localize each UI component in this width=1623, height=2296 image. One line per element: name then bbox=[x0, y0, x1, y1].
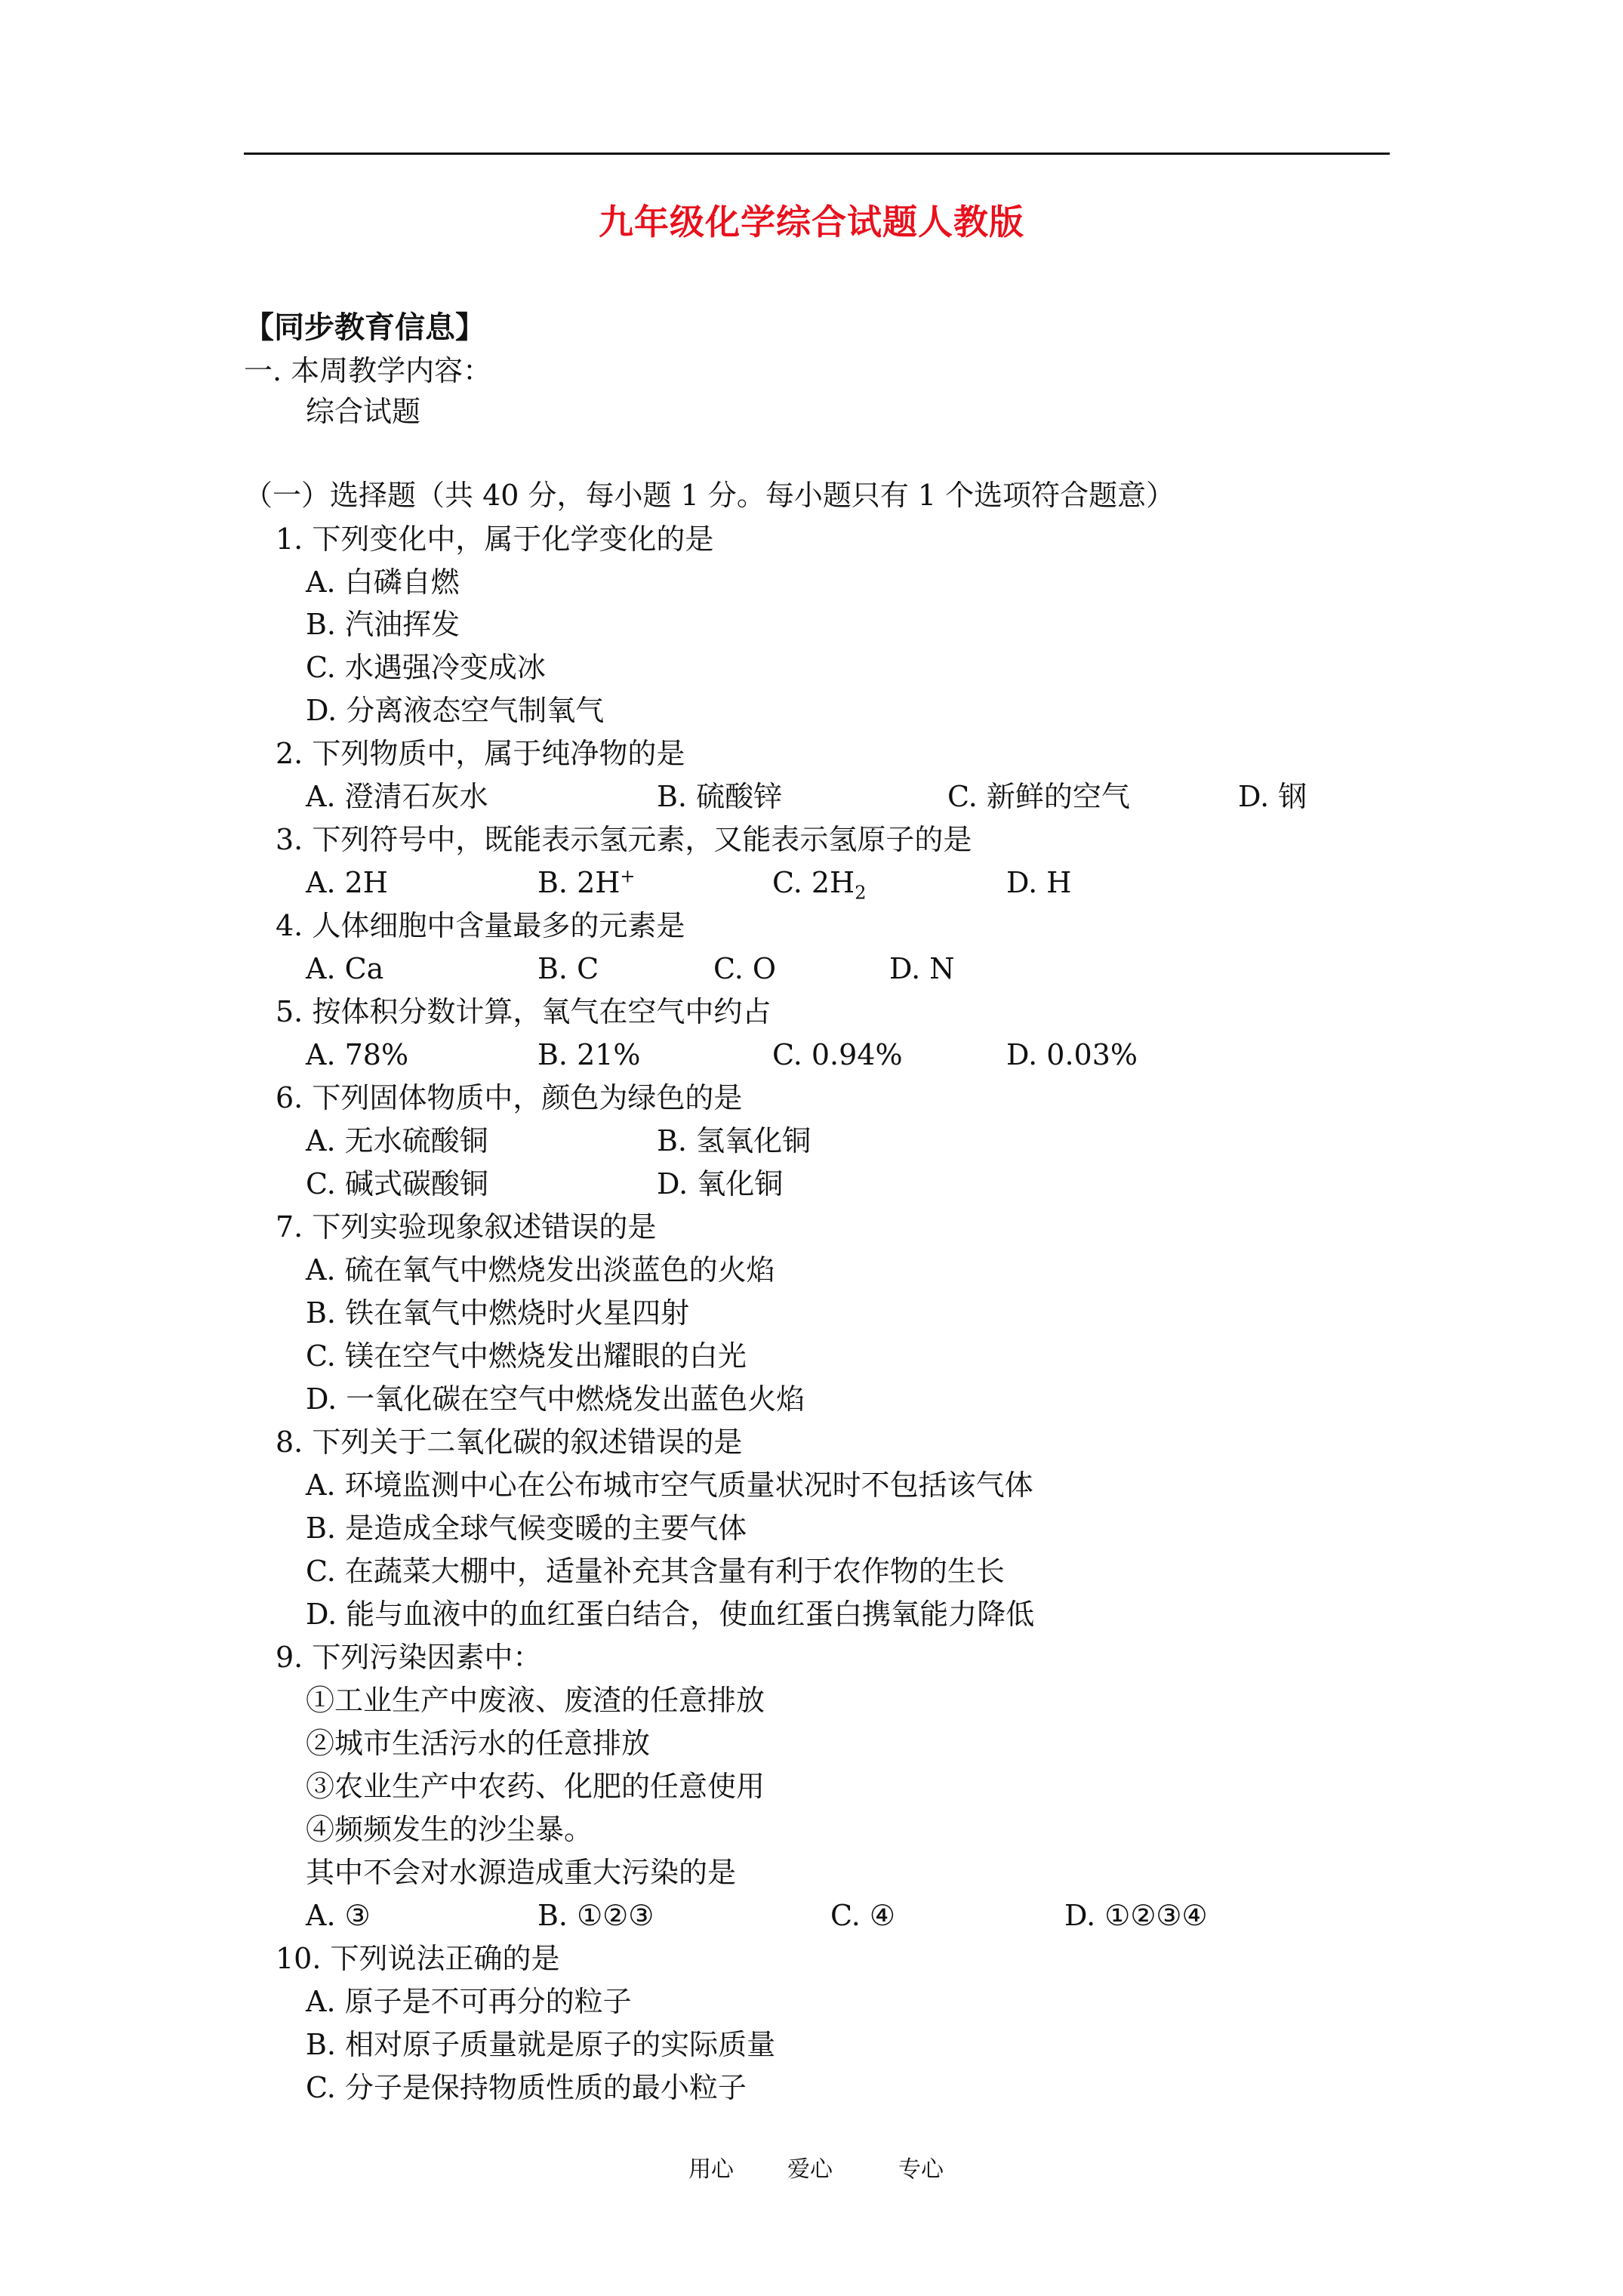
week-content: 综合试题 bbox=[306, 395, 421, 428]
question-7-option-a: A. 硫在氧气中燃烧发出淡蓝色的火焰 bbox=[306, 1253, 775, 1287]
question-3-option-b bbox=[537, 865, 636, 899]
question-10-option-a: A. 原子是不可再分的粒子 bbox=[306, 1985, 632, 2018]
question-6-option-b: B. 氢氧化铜 bbox=[657, 1124, 812, 1157]
question-3-option-d: D. H bbox=[1006, 866, 1072, 899]
question-8-option-b: B. 是造成全球气候变暖的主要气体 bbox=[306, 1512, 747, 1545]
question-2-stem: 2. 下列物质中，属于纯净物的是 bbox=[276, 737, 685, 770]
footer-text-2: 爱心 bbox=[787, 2156, 833, 2183]
question-1-option-c: C. 水遇强冷变成冰 bbox=[306, 651, 546, 684]
question-5-option-a: A. 78% bbox=[306, 1038, 409, 1071]
question-9-question: 其中不会对水源造成重大污染的是 bbox=[306, 1856, 737, 1889]
question-9-item-1: ①工业生产中废液、废渣的任意排放 bbox=[306, 1684, 765, 1717]
question-3-option-b-charge: + bbox=[620, 865, 636, 887]
question-9-item-2: ②城市生活污水的任意排放 bbox=[306, 1727, 651, 1760]
footer-text-1: 用心 bbox=[688, 2156, 734, 2183]
question-9-option-a: A. ③ bbox=[306, 1899, 371, 1932]
question-7-option-d: D. 一氧化碳在空气中燃烧发出蓝色火焰 bbox=[306, 1382, 805, 1416]
question-4-stem: 4. 人体细胞中含量最多的元素是 bbox=[276, 909, 685, 942]
question-10-option-b: B. 相对原子质量就是原子的实际质量 bbox=[306, 2028, 776, 2061]
question-4-option-a: A. Ca bbox=[306, 952, 384, 985]
question-8-option-a: A. 环境监测中心在公布城市空气质量状况时不包括该气体 bbox=[306, 1469, 1033, 1502]
question-9-stem: 9. 下列污染因素中： bbox=[276, 1641, 542, 1674]
question-8-stem: 8. 下列关于二氧化碳的叙述错误的是 bbox=[276, 1425, 743, 1459]
question-8-option-d: D. 能与血液中的血红蛋白结合，使血红蛋白携氧能力降低 bbox=[306, 1598, 1035, 1631]
question-2-option-c: C. 新鲜的空气 bbox=[947, 780, 1130, 813]
week-label: 一. 本周教学内容： bbox=[244, 354, 492, 387]
question-4-option-d: D. N bbox=[889, 952, 955, 985]
question-3-option-b-text: B. 2H bbox=[537, 866, 621, 899]
question-9-option-c: C. ④ bbox=[830, 1899, 895, 1932]
question-8-option-c: C. 在蔬菜大棚中，适量补充其含量有利于农作物的生长 bbox=[306, 1555, 1005, 1588]
footer-text-3: 专心 bbox=[898, 2156, 944, 2183]
question-2-option-b: B. 硫酸锌 bbox=[657, 780, 783, 813]
question-4-option-c: C. O bbox=[713, 952, 777, 985]
question-10-stem: 10. 下列说法正确的是 bbox=[276, 1942, 560, 1975]
question-6-option-c: C. 碱式碳酸铜 bbox=[306, 1167, 488, 1200]
question-6-option-d: D. 氧化铜 bbox=[657, 1167, 784, 1200]
question-3-option-a: A. 2H bbox=[306, 866, 388, 899]
question-3-option-c bbox=[772, 866, 867, 904]
question-1-option-b: B. 汽油挥发 bbox=[306, 608, 460, 641]
question-2-option-a: A. 澄清石灰水 bbox=[306, 780, 488, 813]
question-1-stem: 1. 下列变化中，属于化学变化的是 bbox=[276, 522, 714, 556]
question-1-option-a: A. 白磷自燃 bbox=[306, 566, 460, 599]
section-heading: 【同步教育信息】 bbox=[244, 310, 485, 345]
question-3-option-c-subscript: 2 bbox=[855, 882, 867, 904]
question-9-option-b: B. ①②③ bbox=[537, 1899, 654, 1932]
question-5-option-c: C. 0.94% bbox=[772, 1038, 903, 1071]
question-6-stem: 6. 下列固体物质中，颜色为绿色的是 bbox=[276, 1081, 743, 1114]
header-rule bbox=[244, 153, 1390, 155]
question-7-option-c: C. 镁在空气中燃烧发出耀眼的白光 bbox=[306, 1339, 747, 1373]
question-4-option-b: B. C bbox=[537, 952, 599, 985]
question-10-option-c: C. 分子是保持物质性质的最小粒子 bbox=[306, 2071, 747, 2104]
question-9-item-3: ③农业生产中农药、化肥的任意使用 bbox=[306, 1770, 765, 1803]
question-9-item-4: ④频频发生的沙尘暴。 bbox=[306, 1813, 593, 1846]
question-6-option-a: A. 无水硫酸铜 bbox=[306, 1124, 488, 1157]
page-title: 九年级化学综合试题人教版 bbox=[599, 202, 1024, 242]
question-1-option-d: D. 分离液态空气制氧气 bbox=[306, 694, 605, 727]
part-title: （一）选择题（共 40 分，每小题 1 分。每小题只有 1 个选项符合题意） bbox=[244, 479, 1175, 512]
question-5-option-b: B. 21% bbox=[537, 1038, 641, 1071]
question-3-option-c-text: C. 2H bbox=[772, 866, 855, 899]
question-3-stem: 3. 下列符号中，既能表示氢元素，又能表示氢原子的是 bbox=[276, 823, 972, 856]
question-5-option-d: D. 0.03% bbox=[1006, 1038, 1138, 1071]
question-9-option-d: D. ①②③④ bbox=[1064, 1899, 1208, 1932]
question-7-stem: 7. 下列实验现象叙述错误的是 bbox=[276, 1210, 657, 1244]
question-5-stem: 5. 按体积分数计算，氧气在空气中约占 bbox=[276, 995, 771, 1028]
question-7-option-b: B. 铁在氧气中燃烧时火星四射 bbox=[306, 1296, 690, 1330]
question-2-option-d: D. 钢 bbox=[1238, 780, 1307, 813]
